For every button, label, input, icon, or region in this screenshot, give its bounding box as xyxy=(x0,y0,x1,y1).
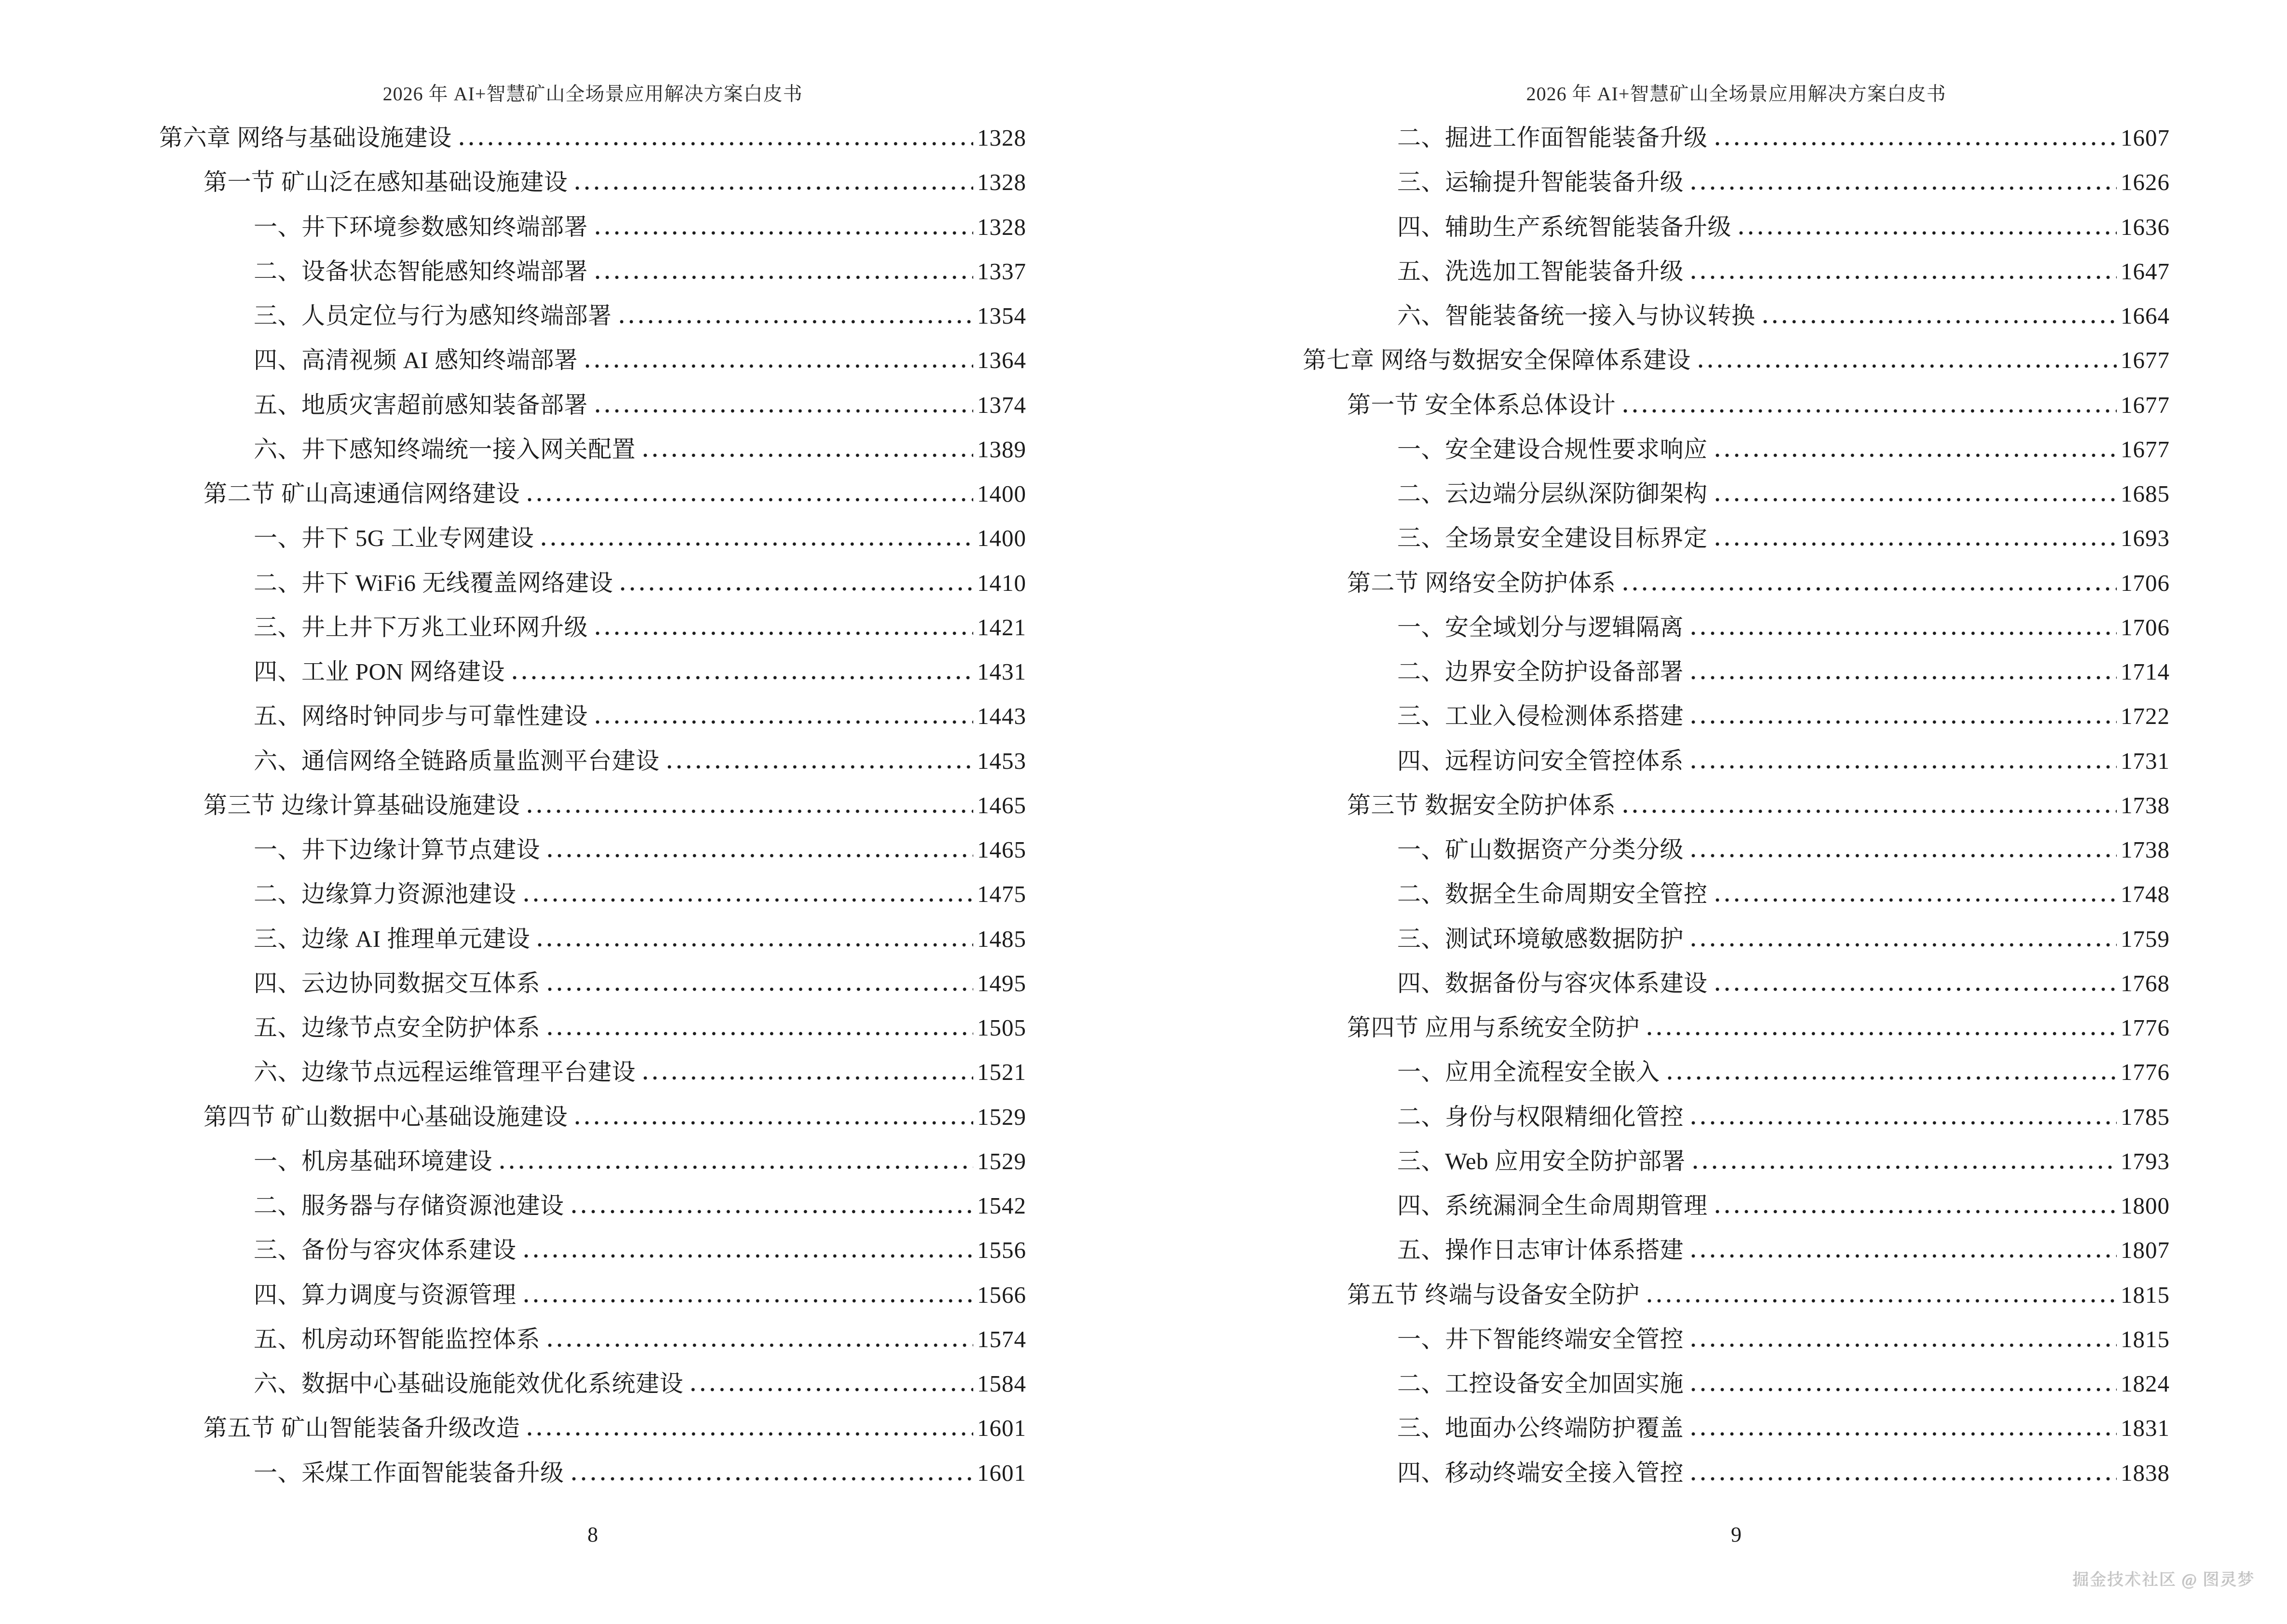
dot-leader xyxy=(574,1095,973,1139)
toc-entry-page: 1354 xyxy=(977,302,1026,329)
toc-entry-label: 三、人员定位与行为感知终端部署 xyxy=(254,302,612,329)
dot-leader xyxy=(1715,516,2117,560)
dot-leader xyxy=(620,561,973,605)
dot-leader xyxy=(1647,1273,2117,1317)
toc-entry-page: 1824 xyxy=(2121,1370,2170,1397)
dot-leader xyxy=(1690,1228,2117,1272)
toc-entry xyxy=(159,383,1026,427)
toc-entry-page: 1738 xyxy=(2121,792,2170,819)
dot-leader xyxy=(595,249,973,294)
toc-entry-page: 1815 xyxy=(2121,1281,2170,1308)
toc-entry xyxy=(1303,605,2170,650)
dot-leader xyxy=(547,1317,973,1362)
toc-entry xyxy=(1303,872,2170,916)
toc-entry xyxy=(1303,1006,2170,1050)
dot-leader xyxy=(619,294,973,338)
page-number: 8 xyxy=(587,1523,598,1546)
toc-entry xyxy=(1303,561,2170,605)
toc-entry-label: 四、移动终端安全接入管控 xyxy=(1397,1459,1684,1486)
toc-entry-page: 1831 xyxy=(2121,1415,2170,1442)
dot-leader xyxy=(547,1006,973,1050)
toc-entry xyxy=(159,1362,1026,1406)
dot-leader xyxy=(1622,783,2117,828)
dot-leader xyxy=(1715,472,2117,516)
toc-entry-page: 1731 xyxy=(2121,747,2170,774)
toc-entry xyxy=(159,160,1026,205)
toc-entry-label: 第二节 网络安全防护体系 xyxy=(1347,569,1616,596)
toc-entry-label: 四、算力调度与资源管理 xyxy=(254,1281,517,1308)
toc-entry-label: 四、工业 PON 网络建设 xyxy=(254,658,505,685)
toc-entry xyxy=(159,1317,1026,1362)
toc-entry xyxy=(159,516,1026,560)
toc-entry-page: 1738 xyxy=(2121,836,2170,863)
toc-entry-page: 1838 xyxy=(2121,1459,2170,1486)
toc-entry-label: 五、机房动环智能监控体系 xyxy=(254,1325,541,1352)
toc-entry xyxy=(159,828,1026,872)
watermark: 掘金技术社区 @ 图灵梦 xyxy=(2072,1571,2255,1589)
toc-entry-page: 1714 xyxy=(2121,658,2170,685)
toc-entry-page: 1677 xyxy=(2121,347,2170,374)
toc-entry-page: 1431 xyxy=(977,658,1026,685)
toc-entry xyxy=(159,605,1026,650)
toc-entry xyxy=(1303,1228,2170,1272)
toc-entry xyxy=(1303,917,2170,961)
toc-entry-page: 1328 xyxy=(977,169,1026,196)
dot-leader xyxy=(547,828,973,872)
toc-entry xyxy=(1303,205,2170,249)
toc-entry-label: 二、工控设备安全加固实施 xyxy=(1397,1370,1684,1397)
toc-entry-page: 1421 xyxy=(977,614,1026,641)
toc-entry xyxy=(159,739,1026,783)
dot-leader xyxy=(1715,872,2117,916)
toc-entry-page: 1374 xyxy=(977,391,1026,418)
toc-entry xyxy=(1303,516,2170,560)
dot-leader xyxy=(1690,1317,2117,1362)
page-number: 9 xyxy=(1731,1523,1742,1546)
toc-entry-label: 六、边缘节点远程运维管理平台建设 xyxy=(254,1059,636,1086)
toc-entry-page: 1443 xyxy=(977,703,1026,730)
toc-entry-label: 一、井下环境参数感知终端部署 xyxy=(254,213,588,240)
toc-entry-label: 三、全场景安全建设目标界定 xyxy=(1397,525,1708,552)
toc-entry-label: 二、掘进工作面智能装备升级 xyxy=(1397,124,1708,151)
dot-leader xyxy=(1690,917,2117,961)
toc-entry-page: 1800 xyxy=(2121,1192,2170,1219)
toc-entry-page: 1677 xyxy=(2121,391,2170,418)
toc-entry-label: 四、远程访问安全管控体系 xyxy=(1397,747,1684,774)
toc-list xyxy=(1303,116,2170,1495)
toc-entry xyxy=(159,1006,1026,1050)
page-right xyxy=(1144,0,2287,1624)
toc-entry-label: 第四节 矿山数据中心基础设施建设 xyxy=(204,1103,568,1130)
toc-entry-page: 1400 xyxy=(977,480,1026,507)
dot-leader xyxy=(547,961,973,1006)
toc-entry xyxy=(1303,249,2170,294)
toc-entry xyxy=(159,1451,1026,1495)
document-title-header: 2026 年 AI+智慧矿山全场景应用解决方案白皮书 xyxy=(1526,83,1947,105)
dot-leader xyxy=(1690,249,2117,294)
toc-entry xyxy=(159,783,1026,828)
toc-entry-label: 四、数据备份与容灾体系建设 xyxy=(1397,969,1708,996)
toc-entry-page: 1647 xyxy=(2121,258,2170,285)
toc-entry-label: 二、边缘算力资源池建设 xyxy=(254,881,517,908)
toc-entry-label: 六、通信网络全链路质量监测平台建设 xyxy=(254,747,660,774)
dot-leader xyxy=(523,872,973,916)
toc-entry-page: 1636 xyxy=(2121,213,2170,240)
toc-entry-page: 1556 xyxy=(977,1237,1026,1264)
toc-entry-page: 1574 xyxy=(977,1325,1026,1352)
toc-entry-label: 三、备份与容灾体系建设 xyxy=(254,1237,517,1264)
toc-entry-page: 1768 xyxy=(2121,969,2170,996)
dot-leader xyxy=(537,917,973,961)
toc-entry xyxy=(1303,1139,2170,1184)
toc-entry xyxy=(1303,1273,2170,1317)
toc-entry-label: 三、测试环境敏感数据防护 xyxy=(1397,925,1684,952)
toc-entry-label: 一、安全域划分与逻辑隔离 xyxy=(1397,614,1684,641)
toc-entry-label: 第五节 终端与设备安全防护 xyxy=(1347,1281,1640,1308)
toc-entry-label: 二、数据全生命周期安全管控 xyxy=(1397,881,1708,908)
toc-entry-page: 1626 xyxy=(2121,169,2170,196)
toc-entry xyxy=(159,961,1026,1006)
toc-entry-label: 第五节 矿山智能装备升级改造 xyxy=(204,1415,520,1442)
toc-entry-page: 1495 xyxy=(977,969,1026,996)
dot-leader xyxy=(595,605,973,650)
dot-leader xyxy=(1738,205,2117,249)
toc-entry-label: 五、网络时钟同步与可靠性建设 xyxy=(254,703,588,730)
toc-entry xyxy=(159,205,1026,249)
dot-leader xyxy=(1690,828,2117,872)
toc-entry xyxy=(1303,383,2170,427)
toc-entry-page: 1601 xyxy=(977,1415,1026,1442)
toc-entry-page: 1521 xyxy=(977,1059,1026,1086)
toc-list xyxy=(159,116,1026,1495)
dot-leader xyxy=(571,1451,973,1495)
dot-leader xyxy=(1690,605,2117,650)
toc-entry-page: 1706 xyxy=(2121,614,2170,641)
toc-entry xyxy=(159,650,1026,694)
toc-entry-page: 1677 xyxy=(2121,436,2170,463)
toc-entry xyxy=(159,1273,1026,1317)
dot-leader xyxy=(1715,961,2117,1006)
toc-entry-page: 1664 xyxy=(2121,302,2170,329)
toc-entry-label: 一、机房基础环境建设 xyxy=(254,1147,493,1174)
toc-entry-page: 1465 xyxy=(977,836,1026,863)
dot-leader xyxy=(527,783,973,828)
toc-entry xyxy=(1303,427,2170,472)
toc-entry-page: 1542 xyxy=(977,1192,1026,1219)
toc-entry xyxy=(159,872,1026,916)
dot-leader xyxy=(1690,650,2117,694)
toc-entry-label: 四、云边协同数据交互体系 xyxy=(254,969,541,996)
toc-entry-page: 1722 xyxy=(2121,703,2170,730)
toc-entry-page: 1475 xyxy=(977,881,1026,908)
toc-entry-label: 二、云边端分层纵深防御架构 xyxy=(1397,480,1708,507)
toc-entry-page: 1485 xyxy=(977,925,1026,952)
toc-entry xyxy=(1303,1050,2170,1094)
dot-leader xyxy=(642,1050,973,1094)
toc-entry-label: 四、系统漏洞全生命周期管理 xyxy=(1397,1192,1708,1219)
toc-entry-label: 第二节 矿山高速通信网络建设 xyxy=(204,480,520,507)
toc-entry xyxy=(159,427,1026,472)
toc-entry xyxy=(159,1228,1026,1272)
dot-leader xyxy=(642,427,973,472)
dot-leader xyxy=(1667,1050,2117,1094)
toc-entry-label: 一、井下边缘计算节点建设 xyxy=(254,836,541,863)
toc-entry-label: 一、安全建设合规性要求响应 xyxy=(1397,436,1708,463)
toc-entry-page: 1785 xyxy=(2121,1103,2170,1130)
toc-entry-label: 一、井下智能终端安全管控 xyxy=(1397,1325,1684,1352)
toc-entry-label: 二、身份与权限精细化管控 xyxy=(1397,1103,1684,1130)
toc-entry-label: 三、工业入侵检测体系搭建 xyxy=(1397,703,1684,730)
toc-entry-label: 一、矿山数据资产分类分级 xyxy=(1397,836,1684,863)
toc-entry xyxy=(1303,828,2170,872)
dot-leader xyxy=(1715,1184,2117,1228)
toc-entry-label: 第一节 安全体系总体设计 xyxy=(1347,391,1616,418)
toc-entry-page: 1815 xyxy=(2121,1325,2170,1352)
toc-entry xyxy=(159,561,1026,605)
toc-entry-label: 第三节 数据安全防护体系 xyxy=(1347,792,1616,819)
toc-entry-page: 1389 xyxy=(977,436,1026,463)
dot-leader xyxy=(523,1273,973,1317)
dot-leader xyxy=(595,694,973,738)
toc-entry-label: 二、服务器与存储资源池建设 xyxy=(254,1192,564,1219)
document-title-header: 2026 年 AI+智慧矿山全场景应用解决方案白皮书 xyxy=(382,83,803,105)
dot-leader xyxy=(1690,739,2117,783)
dot-leader xyxy=(1622,383,2117,427)
toc-entry xyxy=(159,116,1026,160)
toc-entry xyxy=(159,917,1026,961)
dot-leader xyxy=(512,650,973,694)
dot-leader xyxy=(527,1406,973,1450)
dot-leader xyxy=(595,383,973,427)
toc-entry-page: 1693 xyxy=(2121,525,2170,552)
dot-leader xyxy=(541,516,973,560)
dot-leader xyxy=(1690,160,2117,205)
toc-entry-label: 六、数据中心基础设施能效优化系统建设 xyxy=(254,1370,684,1397)
toc-entry-label: 五、操作日志审计体系搭建 xyxy=(1397,1237,1684,1264)
toc-entry xyxy=(159,249,1026,294)
toc-entry xyxy=(1303,160,2170,205)
toc-entry-label: 第三节 边缘计算基础设施建设 xyxy=(204,792,520,819)
dot-leader xyxy=(523,1228,973,1272)
toc-entry-page: 1685 xyxy=(2121,480,2170,507)
toc-entry-page: 1776 xyxy=(2121,1059,2170,1086)
toc-entry xyxy=(159,1139,1026,1184)
toc-entry-label: 四、辅助生产系统智能装备升级 xyxy=(1397,213,1732,240)
toc-entry-page: 1410 xyxy=(977,569,1026,596)
toc-entry xyxy=(159,294,1026,338)
dot-leader xyxy=(1690,1362,2117,1406)
toc-entry-label: 三、Web 应用安全防护部署 xyxy=(1397,1147,1686,1174)
toc-entry-page: 1759 xyxy=(2121,925,2170,952)
toc-entry-label: 一、应用全流程安全嵌入 xyxy=(1397,1059,1660,1086)
toc-entry-label: 一、井下 5G 工业专网建设 xyxy=(254,525,534,552)
toc-entry xyxy=(1303,1095,2170,1139)
toc-entry-label: 一、采煤工作面智能装备升级 xyxy=(254,1459,564,1486)
dot-leader xyxy=(1622,561,2117,605)
toc-entry xyxy=(159,338,1026,382)
toc-entry xyxy=(1303,294,2170,338)
toc-entry-label: 二、边界安全防护设备部署 xyxy=(1397,658,1684,685)
toc-entry-page: 1328 xyxy=(977,213,1026,240)
toc-entry-label: 二、井下 WiFi6 无线覆盖网络建设 xyxy=(254,569,613,596)
dot-leader xyxy=(574,160,973,205)
toc-entry xyxy=(1303,783,2170,828)
toc-entry xyxy=(1303,1362,2170,1406)
toc-entry-label: 三、边缘 AI 推理单元建设 xyxy=(254,925,531,952)
toc-entry xyxy=(1303,694,2170,738)
toc-entry xyxy=(159,1406,1026,1450)
toc-entry xyxy=(1303,650,2170,694)
toc-entry xyxy=(1303,1184,2170,1228)
toc-entry xyxy=(1303,1317,2170,1362)
toc-entry-page: 1400 xyxy=(977,525,1026,552)
dot-leader xyxy=(1715,116,2117,160)
toc-entry-page: 1505 xyxy=(977,1014,1026,1041)
dot-leader xyxy=(1647,1006,2117,1050)
toc-entry xyxy=(1303,1451,2170,1495)
toc-entry-page: 1529 xyxy=(977,1103,1026,1130)
toc-entry-label: 四、高清视频 AI 感知终端部署 xyxy=(254,347,578,374)
dot-leader xyxy=(1690,694,2117,738)
dot-leader xyxy=(459,116,973,160)
dot-leader xyxy=(1690,1406,2117,1450)
toc-entry-label: 三、运输提升智能装备升级 xyxy=(1397,169,1684,196)
toc-entry-page: 1748 xyxy=(2121,881,2170,908)
toc-entry xyxy=(159,472,1026,516)
dot-leader xyxy=(1762,294,2117,338)
toc-entry-label: 五、地质灾害超前感知装备部署 xyxy=(254,391,588,418)
toc-entry-label: 五、边缘节点安全防护体系 xyxy=(254,1014,541,1041)
dot-leader xyxy=(690,1362,973,1406)
toc-entry xyxy=(1303,116,2170,160)
dot-leader xyxy=(667,739,973,783)
toc-entry-page: 1453 xyxy=(977,747,1026,774)
toc-entry xyxy=(1303,338,2170,382)
dot-leader xyxy=(1690,1451,2117,1495)
toc-entry-page: 1706 xyxy=(2121,569,2170,596)
toc-entry xyxy=(159,1050,1026,1094)
toc-entry-page: 1776 xyxy=(2121,1014,2170,1041)
toc-entry-label: 六、智能装备统一接入与协议转换 xyxy=(1397,302,1756,329)
toc-entry-page: 1529 xyxy=(977,1147,1026,1174)
toc-entry-label: 第一节 矿山泛在感知基础设施建设 xyxy=(204,169,568,196)
dot-leader xyxy=(595,205,973,249)
dot-leader xyxy=(571,1184,973,1228)
toc-entry-page: 1607 xyxy=(2121,124,2170,151)
dot-leader xyxy=(1715,427,2117,472)
dot-leader xyxy=(499,1139,973,1184)
toc-entry-page: 1364 xyxy=(977,347,1026,374)
toc-entry xyxy=(1303,739,2170,783)
toc-entry xyxy=(1303,472,2170,516)
toc-entry-page: 1566 xyxy=(977,1281,1026,1308)
toc-entry-page: 1584 xyxy=(977,1370,1026,1397)
toc-entry-label: 二、设备状态智能感知终端部署 xyxy=(254,258,588,285)
toc-entry-label: 第四节 应用与系统安全防护 xyxy=(1347,1014,1640,1041)
dot-leader xyxy=(1698,338,2117,382)
toc-entry xyxy=(159,1095,1026,1139)
toc-entry-page: 1793 xyxy=(2121,1147,2170,1174)
toc-entry-label: 三、地面办公终端防护覆盖 xyxy=(1397,1415,1684,1442)
toc-entry-label: 六、井下感知终端统一接入网关配置 xyxy=(254,436,636,463)
toc-entry-label: 五、洗选加工智能装备升级 xyxy=(1397,258,1684,285)
toc-entry xyxy=(1303,1406,2170,1450)
toc-entry xyxy=(159,694,1026,738)
toc-entry-page: 1337 xyxy=(977,258,1026,285)
toc-entry-label: 第六章 网络与基础设施建设 xyxy=(159,124,452,151)
toc-entry-label: 第七章 网络与数据安全保障体系建设 xyxy=(1303,347,1691,374)
dot-leader xyxy=(585,338,973,382)
toc-entry xyxy=(1303,961,2170,1006)
toc-entry xyxy=(159,1184,1026,1228)
toc-entry-label: 三、井上井下万兆工业环网升级 xyxy=(254,614,588,641)
dot-leader xyxy=(527,472,973,516)
toc-entry-page: 1807 xyxy=(2121,1237,2170,1264)
dot-leader xyxy=(1692,1139,2117,1184)
toc-entry-page: 1601 xyxy=(977,1459,1026,1486)
toc-entry-page: 1465 xyxy=(977,792,1026,819)
toc-entry-page: 1328 xyxy=(977,124,1026,151)
dot-leader xyxy=(1690,1095,2117,1139)
